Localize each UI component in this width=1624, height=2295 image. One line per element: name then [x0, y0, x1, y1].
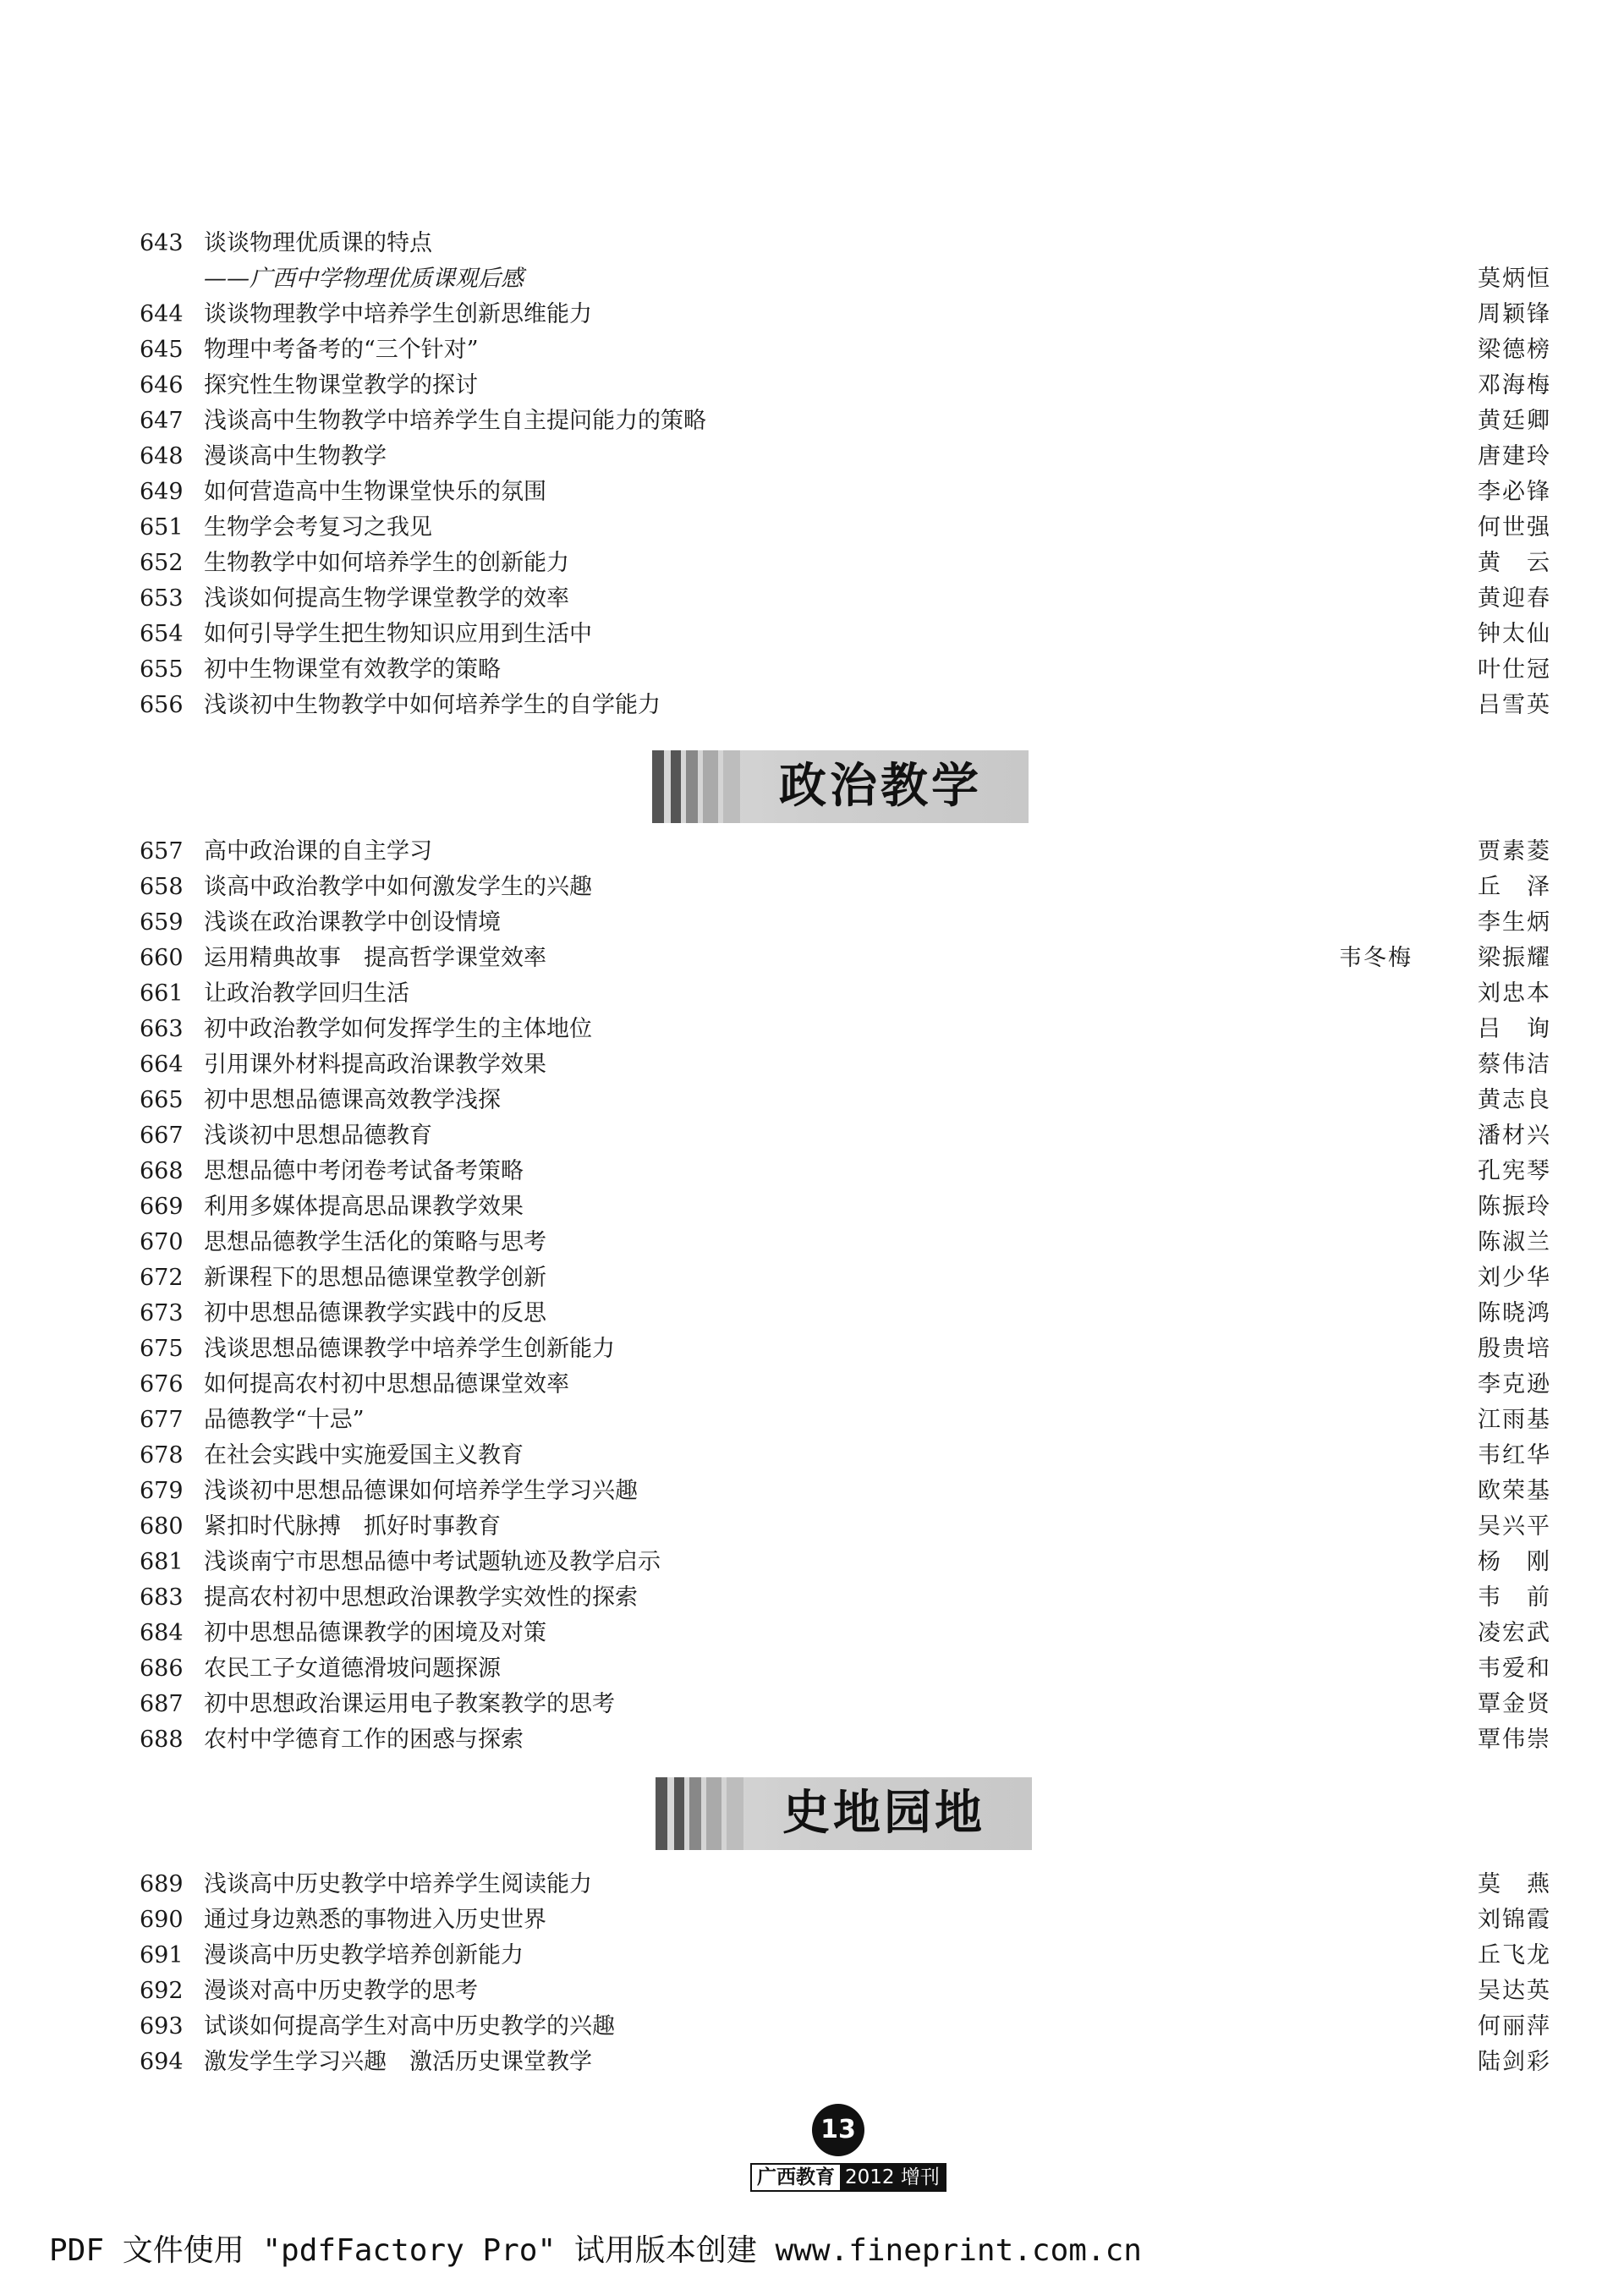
- toc-entry: [0, 1154, 1624, 1189]
- entry-author: 覃伟崇: [1478, 1727, 1551, 1753]
- entry-author: 刘少华: [1478, 1265, 1551, 1291]
- entry-title: 初中思想品德课高效教学浅探: [204, 1087, 501, 1113]
- toc-entry: [0, 1367, 1624, 1403]
- toc-entry: [0, 1047, 1624, 1083]
- entry-author: 韦爱和: [1478, 1655, 1551, 1682]
- entry-page-number: 651: [140, 514, 184, 541]
- entry-page-number: 665: [140, 1087, 184, 1113]
- toc-entry: [0, 368, 1624, 404]
- entry-author: 吴达英: [1478, 1978, 1551, 2004]
- entry-title: 思想品德教学生活化的策略与思考: [204, 1229, 546, 1255]
- pdf-watermark: PDF 文件使用 "pdfFactory Pro" 试用版本创建 www.fineprint.com.cn: [49, 2233, 1142, 2268]
- entry-page-number: 692: [140, 1978, 184, 2004]
- entry-title: 通过身边熟悉的事物进入历史世界: [204, 1907, 546, 1933]
- entry-page-number: 657: [140, 838, 184, 865]
- entry-title: 浅谈初中生物教学中如何培养学生的自学能力: [204, 692, 661, 718]
- entry-page-number: 659: [140, 909, 184, 936]
- section-banner: [656, 1777, 1032, 1850]
- entry-author: 孔宪琴: [1478, 1158, 1551, 1184]
- entry-page-number: 680: [140, 1513, 184, 1540]
- entry-page-number: 677: [140, 1407, 184, 1433]
- toc-entry: [0, 1722, 1624, 1758]
- entry-page-number: 688: [140, 1727, 184, 1753]
- entry-page-number: 686: [140, 1655, 184, 1682]
- entry-page-number: 676: [140, 1371, 184, 1397]
- entry-author: 莫 燕: [1478, 1871, 1551, 1897]
- toc-entry: [0, 1867, 1624, 1902]
- entry-author: 李生炳: [1478, 909, 1551, 936]
- entry-page-number: 652: [140, 550, 184, 576]
- entry-page-number: 668: [140, 1158, 184, 1184]
- section-heading: 政治教学: [779, 759, 982, 814]
- entry-title: 提高农村初中思想政治课教学实效性的探索: [204, 1584, 638, 1611]
- entry-title: 试谈如何提高学生对高中历史教学的兴趣: [204, 2013, 615, 2040]
- toc-entry: [0, 1509, 1624, 1545]
- entry-author: 黄迎春: [1478, 585, 1551, 612]
- toc-entry: [0, 297, 1624, 332]
- toc-entry: [0, 834, 1624, 870]
- entry-page-number: 687: [140, 1691, 184, 1717]
- toc-entry: [0, 546, 1624, 581]
- entry-author: 丘 泽: [1478, 874, 1551, 900]
- entry-title: 浅谈初中思想品德课如何培养学生学习兴趣: [204, 1478, 638, 1504]
- toc-entry: [0, 510, 1624, 546]
- entry-page-number: 691: [140, 1942, 184, 1968]
- entry-title: 谈谈物理优质课的特点: [204, 230, 432, 256]
- entry-title: 物理中考备考的“三个针对”: [204, 337, 479, 363]
- entry-author: 钟太仙: [1478, 621, 1551, 647]
- toc-entry: [0, 1580, 1624, 1616]
- entry-author: 刘忠本: [1478, 980, 1551, 1007]
- toc-entry: [0, 475, 1624, 510]
- entry-title: 浅谈南宁市思想品德中考试题轨迹及教学启示: [204, 1549, 661, 1575]
- entry-page-number: 683: [140, 1584, 184, 1611]
- entry-page-number: 664: [140, 1051, 184, 1078]
- entry-page-number: 648: [140, 443, 184, 469]
- entry-title: 浅谈在政治课教学中创设情境: [204, 909, 501, 936]
- entry-author: 黄志良: [1478, 1087, 1551, 1113]
- entry-author: 覃金贤: [1478, 1691, 1551, 1717]
- entry-title: 漫谈高中生物教学: [204, 443, 387, 469]
- journal-name: 广西教育: [752, 2165, 840, 2190]
- entry-page-number: 672: [140, 1265, 184, 1291]
- entry-author: 莫炳恒: [1478, 266, 1551, 292]
- toc-entry: [0, 1687, 1624, 1722]
- toc-entry: [0, 905, 1624, 941]
- entry-author: 李必锋: [1478, 479, 1551, 505]
- toc-entry: [0, 1296, 1624, 1331]
- entry-page-number: 649: [140, 479, 184, 505]
- entry-title: 初中思想品德课教学的困境及对策: [204, 1620, 546, 1646]
- entry-title: 漫谈高中历史教学培养创新能力: [204, 1942, 524, 1968]
- journal-issue: 2012 增刊: [840, 2165, 945, 2190]
- entry-author: 吕 询: [1478, 1016, 1551, 1042]
- entry-title: 新课程下的思想品德课堂教学创新: [204, 1265, 546, 1291]
- banner-stripes: [656, 1777, 749, 1850]
- entry-author: 贾素菱: [1478, 838, 1551, 865]
- entry-page-number: 669: [140, 1194, 184, 1220]
- entry-title: 浅谈高中生物教学中培养学生自主提问能力的策略: [204, 408, 706, 434]
- entry-title: 谈高中政治教学中如何激发学生的兴趣: [204, 874, 592, 900]
- entry-page-number: 693: [140, 2013, 184, 2040]
- entry-author: 陈晓鸿: [1478, 1300, 1551, 1326]
- entry-title: 农民工子女道德滑坡问题探源: [204, 1655, 501, 1682]
- toc-entry: [0, 1225, 1624, 1260]
- entry-page-number: 684: [140, 1620, 184, 1646]
- entry-page-number: 689: [140, 1871, 184, 1897]
- entry-author: 吕雪英: [1478, 692, 1551, 718]
- entry-title: 初中思想品德课教学实践中的反思: [204, 1300, 546, 1326]
- entry-author: 潘材兴: [1478, 1123, 1551, 1149]
- entry-author: 刘锦霞: [1478, 1907, 1551, 1933]
- entry-title: 品德教学“十忌”: [204, 1407, 365, 1433]
- entry-page-number: 658: [140, 874, 184, 900]
- journal-tag: [750, 2163, 946, 2192]
- entry-page-number: 663: [140, 1016, 184, 1042]
- toc-entry: [0, 1974, 1624, 2009]
- entry-author: 黄 云: [1478, 550, 1551, 576]
- toc-entry: [0, 2009, 1624, 2045]
- entry-page-number: 643: [140, 230, 184, 256]
- entry-title: 初中生物课堂有效教学的策略: [204, 656, 501, 683]
- entry-title: 农村中学德育工作的困惑与探索: [204, 1727, 524, 1753]
- entry-title: 激发学生学习兴趣 激活历史课堂教学: [204, 2049, 592, 2075]
- toc-entry: [0, 976, 1624, 1012]
- entry-title: 如何营造高中生物课堂快乐的氛围: [204, 479, 546, 505]
- toc-entry: [0, 870, 1624, 905]
- entry-author: 欧荣基: [1478, 1478, 1551, 1504]
- entry-page-number: 694: [140, 2049, 184, 2075]
- entry-page-number: 673: [140, 1300, 184, 1326]
- entry-title: ——广西中学物理优质课观后感: [204, 266, 524, 292]
- entry-page-number: 655: [140, 656, 184, 683]
- toc-entry: [0, 581, 1624, 617]
- toc-entry: [0, 404, 1624, 439]
- entry-author: 唐建玲: [1478, 443, 1551, 469]
- entry-title: 浅谈如何提高生物学课堂教学的效率: [204, 585, 569, 612]
- entry-page-number: 678: [140, 1442, 184, 1469]
- entry-title: 高中政治课的自主学习: [204, 838, 432, 865]
- entry-title: 运用精典故事 提高哲学课堂效率: [204, 945, 546, 971]
- entry-title: 如何引导学生把生物知识应用到生活中: [204, 621, 592, 647]
- entry-author: 邓海梅: [1478, 372, 1551, 398]
- entry-title: 探究性生物课堂教学的探讨: [204, 372, 478, 398]
- toc-entry: [0, 2045, 1624, 2080]
- toc-entry: [0, 1651, 1624, 1687]
- entry-author: 何丽萍: [1478, 2013, 1551, 2040]
- entry-page-number: 670: [140, 1229, 184, 1255]
- entry-author: 叶仕冠: [1478, 656, 1551, 683]
- toc-entry: [0, 941, 1624, 976]
- entry-author: 黄廷卿: [1478, 408, 1551, 434]
- entry-title: 利用多媒体提高思品课教学效果: [204, 1194, 524, 1220]
- entry-page-number: 654: [140, 621, 184, 647]
- entry-author: 陈振玲: [1478, 1194, 1551, 1220]
- entry-author: 梁振耀: [1478, 945, 1551, 971]
- entry-title: 漫谈对高中历史教学的思考: [204, 1978, 478, 2004]
- toc-list: [0, 1867, 1624, 2080]
- entry-author: 丘飞龙: [1478, 1942, 1551, 1968]
- entry-author: 江雨基: [1478, 1407, 1551, 1433]
- entry-page-number: 647: [140, 408, 184, 434]
- toc-entry: [0, 1331, 1624, 1367]
- toc-entry: [0, 439, 1624, 475]
- entry-title: 思想品德中考闭卷考试备考策略: [204, 1158, 524, 1184]
- toc-list: [0, 834, 1624, 1758]
- toc-entry: [0, 1012, 1624, 1047]
- toc-entry: [0, 1403, 1624, 1438]
- entry-title: 如何提高农村初中思想品德课堂效率: [204, 1371, 569, 1397]
- entry-page-number: 681: [140, 1549, 184, 1575]
- entry-title: 生物教学中如何培养学生的创新能力: [204, 550, 569, 576]
- entry-page-number: 660: [140, 945, 184, 971]
- entry-page-number: 656: [140, 692, 184, 718]
- entry-author: 韦红华: [1478, 1442, 1551, 1469]
- entry-author: 殷贵培: [1478, 1336, 1551, 1362]
- toc-entry: [0, 261, 1624, 297]
- entry-title: 浅谈思想品德课教学中培养学生创新能力: [204, 1336, 615, 1362]
- entry-title: 在社会实践中实施爱国主义教育: [204, 1442, 524, 1469]
- toc-entry: [0, 1083, 1624, 1118]
- entry-page-number: 644: [140, 301, 184, 327]
- entry-author: 李克逊: [1478, 1371, 1551, 1397]
- entry-author: 韦 前: [1478, 1584, 1551, 1611]
- entry-page-number: 661: [140, 980, 184, 1007]
- section-heading: 史地园地: [782, 1786, 985, 1841]
- toc-entry: [0, 332, 1624, 368]
- entry-title: 生物学会考复习之我见: [204, 514, 432, 541]
- page-number: 13: [812, 2104, 864, 2156]
- toc-entry: [0, 1902, 1624, 1938]
- entry-author: 凌宏武: [1478, 1620, 1551, 1646]
- entry-page-number: 679: [140, 1478, 184, 1504]
- entry-page-number: 653: [140, 585, 184, 612]
- entry-author: 周颖锋: [1478, 301, 1551, 327]
- toc-entry: [0, 1118, 1624, 1154]
- entry-title: 初中思想政治课运用电子教案教学的思考: [204, 1691, 615, 1717]
- entry-page-number: 690: [140, 1907, 184, 1933]
- entry-title: 谈谈物理教学中培养学生创新思维能力: [204, 301, 592, 327]
- entry-author: 陈淑兰: [1478, 1229, 1551, 1255]
- toc-entry: [0, 226, 1624, 261]
- section-banner: [652, 750, 1029, 823]
- toc-entry: [0, 1189, 1624, 1225]
- entry-title: 浅谈高中历史教学中培养学生阅读能力: [204, 1871, 592, 1897]
- entry-author: 梁德榜: [1478, 337, 1551, 363]
- entry-author: 吴兴平: [1478, 1513, 1551, 1540]
- entry-page-number: 646: [140, 372, 184, 398]
- entry-page-number: 675: [140, 1336, 184, 1362]
- entry-title: 紧扣时代脉搏 抓好时事教育: [204, 1513, 501, 1540]
- entry-page-number: 645: [140, 337, 184, 363]
- entry-author: 何世强: [1478, 514, 1551, 541]
- toc-entry: [0, 688, 1624, 723]
- entry-coauthor: 韦冬梅: [1339, 945, 1413, 971]
- toc-entry: [0, 1616, 1624, 1651]
- toc-entry: [0, 1474, 1624, 1509]
- toc-entry: [0, 652, 1624, 688]
- entry-title: 让政治教学回归生活: [204, 980, 409, 1007]
- toc-entry: [0, 1438, 1624, 1474]
- entry-author: 蔡伟洁: [1478, 1051, 1551, 1078]
- toc-entry: [0, 1938, 1624, 1974]
- entry-title: 引用课外材料提高政治课教学效果: [204, 1051, 546, 1078]
- banner-stripes: [652, 750, 745, 823]
- toc-list: [0, 226, 1624, 723]
- entry-author: 杨 刚: [1478, 1549, 1551, 1575]
- toc-entry: [0, 1545, 1624, 1580]
- entry-page-number: 667: [140, 1123, 184, 1149]
- entry-title: 初中政治教学如何发挥学生的主体地位: [204, 1016, 592, 1042]
- entry-author: 陆剑彩: [1478, 2049, 1551, 2075]
- toc-entry: [0, 617, 1624, 652]
- toc-entry: [0, 1260, 1624, 1296]
- entry-title: 浅谈初中思想品德教育: [204, 1123, 432, 1149]
